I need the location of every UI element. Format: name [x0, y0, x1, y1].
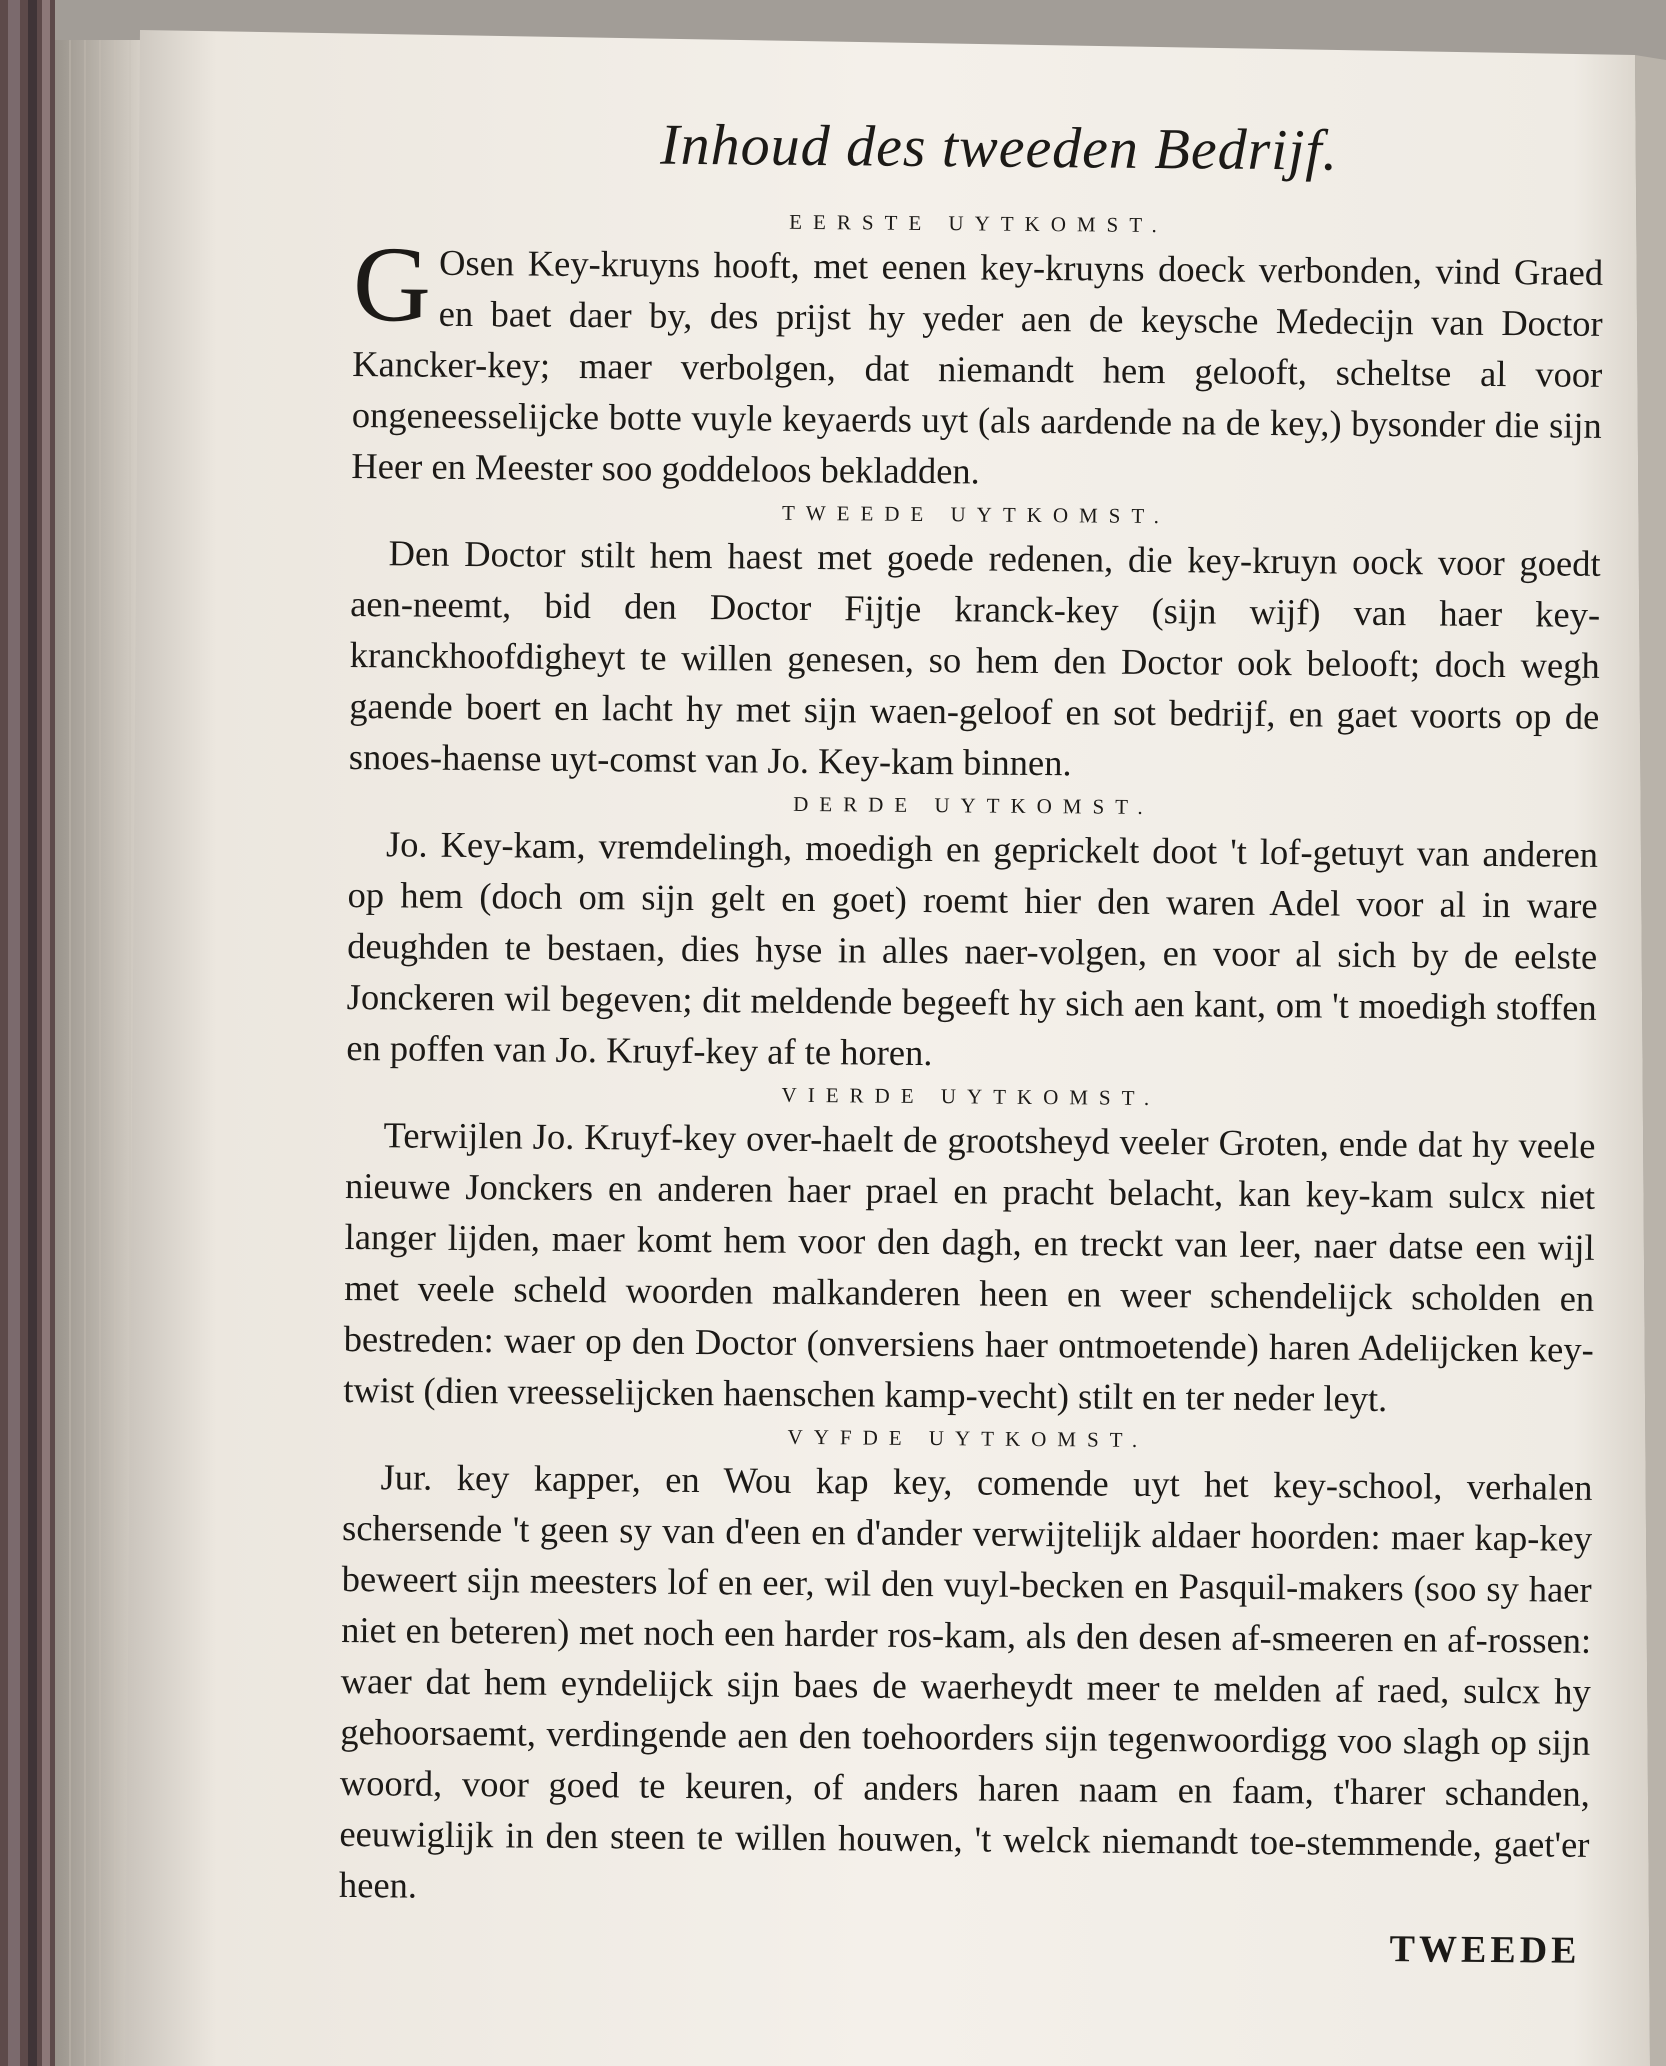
page-text-block — [338, 52, 1605, 1973]
page-title: Inhoud des tweeden Bedrijf. — [660, 111, 1339, 183]
catchword: TWEEDE — [1389, 1927, 1581, 1972]
section-vierde — [343, 1077, 1596, 1426]
section-heading: VIERDE UYTKOMST. — [781, 1082, 1161, 1110]
section-paragraph: Jo. Key-kam, vremdelingh, moedigh en geprickelt doot 't lof-getuyt van anderen op hem (doch om sijn gelt en goet) roemt hier den waren Adel voor al in ware deughden te bestaen, dies hyse in alles naer-volgen, en voor al sich by de eelste Jonckeren wil begeven; dit meldende begeeft hy sich aen kant, om 't moedigh stoffen en poffen van Jo. Kruyf-key af te horen. — [346, 823, 1599, 1073]
section-derde — [346, 786, 1598, 1084]
section-heading: DERDE UYTKOMST. — [793, 791, 1154, 819]
section-heading: TWEEDE UYTKOMST. — [781, 500, 1171, 528]
section-heading: VYFDE UYTKOMST. — [787, 1424, 1149, 1452]
section-tweede — [349, 495, 1601, 793]
section-vyfde — [339, 1419, 1593, 1921]
section-heading: EERSTE UYTKOMST. — [789, 209, 1168, 237]
paragraph-text: Osen Key-kruyns hooft, met eenen key-kruyns doeck verbonden, vind Graed en baet daer by, des prijst hy yeder aen de keysche Medecijn van Doctor Kancker-key; maer verbolgen, dat niemandt hem gelooft, scheltse al voor ongeneesselijcke botte vuyle keyaerds uyt (als aardende na de key,) bysonder die sijn Heer en Meester soo goddeloos bekladden. — [351, 241, 1604, 492]
section-eerste — [351, 204, 1603, 502]
section-paragraph: Den Doctor stilt hem haest met goede redenen, die key-kruyn oock voor goedt aen-neemt, bid den Doctor Fijtje kranck-key (sijn wijf) van haer key-kranckhoofdigheyt te willen genesen, so hem den Doctor ook belooft; doch wegh gaende boert en lacht hy met sijn waen-geloof en sot bedrijf, en gaet voorts op de snoes-haense uyt-comst van Jo. Key-kam binnen. — [348, 532, 1601, 784]
drop-cap-letter: G — [352, 224, 432, 345]
section-paragraph: Terwijlen Jo. Kruyf-key over-haelt de grootsheyd veeler Groten, ende dat hy veele nieuwe Jonckers en anderen haer prael en pracht belacht, kan key-kam sulcx niet langer lijden, maer komt hem voor den dagh, en treckt van leer, naer datse een wijl met veele scheld woorden malkanderen heen en weer schendelijck scholden en bestreden: waer op den Doctor (onversiens haer ontmoetende) haren Adelijcken key-twist (dien vreesselijcken haenschen kamp-vecht) stilt en ter neder leyt. — [343, 1114, 1596, 1419]
section-paragraph — [351, 224, 1604, 502]
marbled-edge — [0, 0, 55, 2066]
section-paragraph: Jur. key kapper, en Wou kap key, comende uyt het key-school, verhalen schersende 't geen sy van d'een en d'ander verwijtelijk aldaer hoorden: maer kap-key beweert sijn meesters lof en eer, wil den vuyl-becken en Pasquil-makers (soo sy haer niet en beteren) met noch een harder ros-kam, als den desen af-smeeren en af-rossen: waer dat hem eyndelijck sijn baes de waerheydt meer te melden af raed, sulcx hy gehoorsaemt, verdingende aen den toehoorders sijn tegenwoordigg voo slagh op sijn woord, voor goed te keuren, of anders haren naam en faam, t'harer schanden, eeuwiglijk in den steen te willen houwen, 't welck niemandt toe-stemmende, gaet'er heen. — [338, 1456, 1593, 1906]
